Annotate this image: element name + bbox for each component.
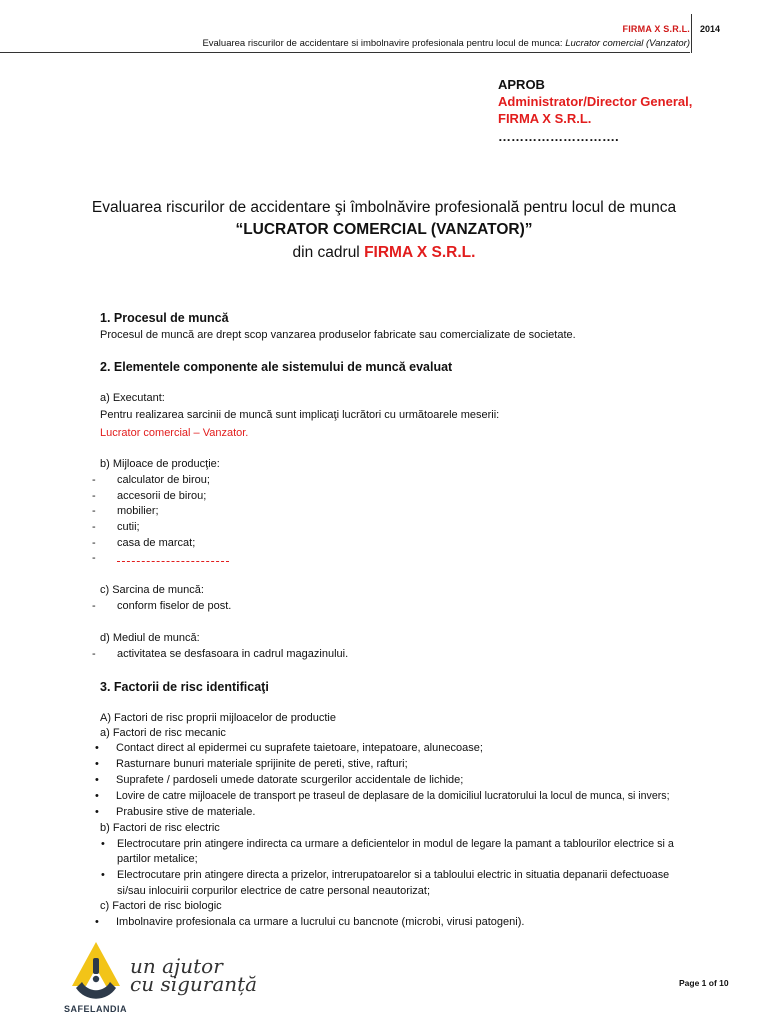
section1-text: Procesul de muncă are drept scop vanzarea produselor fabricate sau comercializate de societate. bbox=[100, 329, 576, 341]
list-item: mobilier; bbox=[117, 505, 159, 517]
bullet: • bbox=[95, 806, 99, 818]
list-item: Suprafete / pardoseli umede datorate scurgerilor accidentale de lichide; bbox=[116, 774, 464, 786]
header-divider bbox=[691, 14, 692, 53]
bullet: • bbox=[101, 869, 105, 881]
risc-biologic-label: c) Factori de risc biologic bbox=[100, 900, 222, 912]
safelandia-logo-icon bbox=[68, 938, 124, 1004]
header-year: 2014 bbox=[700, 24, 721, 34]
list-dash: - bbox=[92, 521, 96, 533]
executant-label: a) Executant: bbox=[100, 392, 165, 404]
list-item: Lovire de catre mijloacele de transport pe traseul de deplasare de la domiciliul lucratorului la locul de munca, si invers; bbox=[116, 790, 670, 802]
list-item: activitatea se desfasoara in cadrul magazinului. bbox=[117, 648, 349, 660]
approval-role: Administrator/Director General, bbox=[498, 94, 693, 109]
logo-arc bbox=[76, 982, 116, 999]
bullet: • bbox=[95, 790, 99, 802]
mijloace-label: b) Mijloace de producţie: bbox=[100, 458, 220, 470]
bullet: • bbox=[101, 838, 105, 850]
header-company: FIRMA X S.R.L. bbox=[622, 24, 690, 34]
logo-exclamation bbox=[93, 958, 99, 974]
blank-fill-line bbox=[117, 561, 229, 562]
list-item: casa de marcat; bbox=[117, 537, 196, 549]
doc-title-line2: “LUCRATOR COMERCIAL (VANZATOR)” bbox=[235, 221, 533, 238]
executant-role: Lucrator comercial – Vanzator. bbox=[100, 427, 249, 439]
list-item: Electrocutare prin atingere directa a prizelor, intrerupatoarelor si a tabloului electric in situatia depanarii defectuoase bbox=[117, 869, 670, 881]
list-item-cont: partilor metalice; bbox=[117, 853, 198, 865]
sarcina-label: c) Sarcina de muncă: bbox=[100, 584, 204, 596]
bullet: • bbox=[95, 916, 99, 928]
doc-title-line1: Evaluarea riscurilor de accidentare şi îmbolnăvire profesională pentru locul de munca bbox=[91, 199, 677, 216]
factori-proprii-label: A) Factori de risc proprii mijloacelor de productie bbox=[100, 712, 336, 724]
bullet: • bbox=[95, 758, 99, 770]
list-item: Contact direct al epidermei cu suprafete taietoare, intepatoare, alunecoase; bbox=[116, 742, 483, 754]
header-rule bbox=[0, 52, 690, 53]
list-item: Rasturnare bunuri materiale sprijinite de pereti, stive, rafturi; bbox=[116, 758, 408, 770]
list-item: Electrocutare prin atingere indirecta ca urmare a deficientelor in modul de legare la pamant a tablourilor electrice si a bbox=[117, 838, 674, 850]
logo-dot bbox=[93, 976, 99, 982]
bullet: • bbox=[95, 742, 99, 754]
list-item: Prabusire stive de materiale. bbox=[116, 806, 256, 818]
executant-text: Pentru realizarea sarcinii de muncă sunt implicaţi lucrători cu următoarele meserii: bbox=[100, 409, 500, 421]
list-item: Imbolnavire profesionala ca urmare a lucrului cu bancnote (microbi, virusi patogeni). bbox=[116, 916, 525, 928]
page-number: Page 1 of 10 bbox=[679, 978, 729, 988]
brand-name: SAFELANDIA bbox=[64, 1004, 127, 1014]
risc-mecanic-label: a) Factori de risc mecanic bbox=[100, 727, 226, 739]
doc-title-line3: din cadrul FIRMA X S.R.L. bbox=[292, 244, 476, 261]
section3-heading: 3. Factorii de risc identificaţi bbox=[100, 680, 269, 694]
list-item: conform fiselor de post. bbox=[117, 600, 232, 612]
bullet: • bbox=[95, 774, 99, 786]
list-dash: - bbox=[92, 648, 96, 660]
risc-electric-label: b) Factori de risc electric bbox=[100, 822, 220, 834]
list-item: accesorii de birou; bbox=[117, 490, 207, 502]
slogan-line1: un ajutor bbox=[130, 954, 223, 978]
slogan-line2: cu siguranță bbox=[130, 972, 258, 996]
approval-signature: ………………………. bbox=[498, 129, 619, 144]
section2-heading: 2. Elementele componente ale sistemului de muncă evaluat bbox=[100, 360, 453, 374]
list-dash: - bbox=[92, 537, 96, 549]
list-item: cutii; bbox=[117, 521, 140, 533]
approval-company: FIRMA X S.R.L. bbox=[498, 111, 592, 126]
mediu-label: d) Mediul de muncă: bbox=[100, 632, 200, 644]
list-dash: - bbox=[92, 505, 96, 517]
doc-title-company: FIRMA X S.R.L. bbox=[364, 244, 476, 261]
section1-heading: 1. Procesul de muncă bbox=[100, 311, 229, 325]
list-dash: - bbox=[92, 552, 96, 564]
list-dash: - bbox=[92, 600, 96, 612]
list-dash: - bbox=[92, 474, 96, 486]
list-item: calculator de birou; bbox=[117, 474, 210, 486]
header-doc-role: Lucrator comercial (Vanzator) bbox=[565, 38, 690, 49]
approval-label: APROB bbox=[498, 77, 545, 92]
header-doc-title: Evaluarea riscurilor de accidentare si imbolnavire profesionala pentru locul de munca: Lucrator comercial (Vanzator) bbox=[202, 38, 690, 49]
list-item-cont: si/sau inlocuirii corpurilor electrice de catre personal neautorizat; bbox=[117, 885, 431, 897]
list-dash: - bbox=[92, 490, 96, 502]
